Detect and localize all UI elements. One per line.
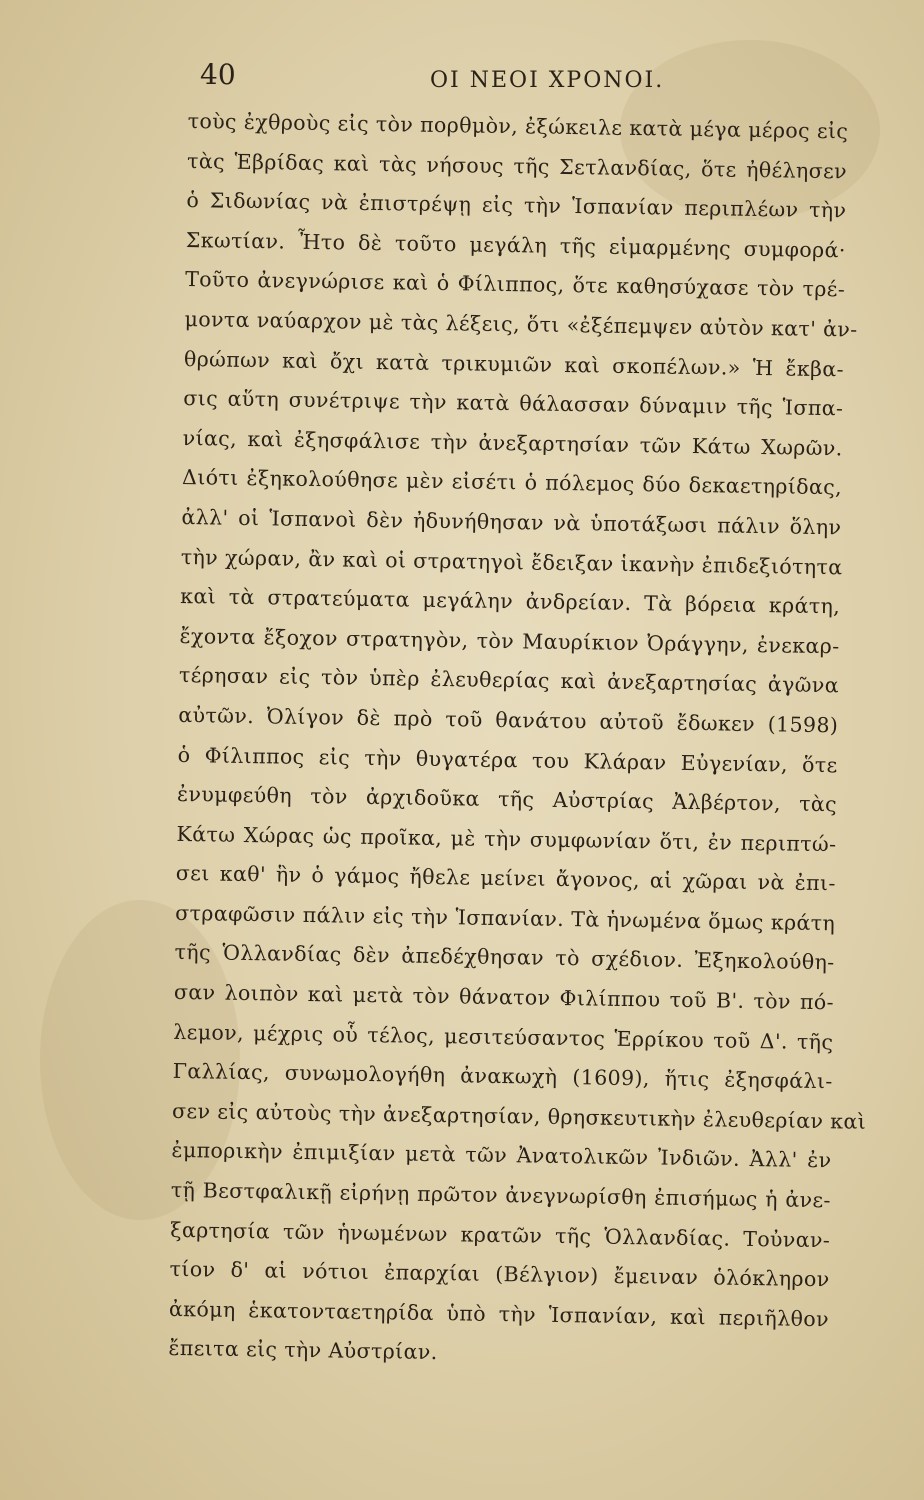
text-line: Κάτω Χώρας ὡς προῖκα, μὲ τὴν συμφωνίαν ὅτι, ἐν περιπτώ- — [176, 821, 837, 856]
text-line: θρώπων καὶ ὄχι κατὰ τρικυμιῶν καὶ σκοπέλων.» Ἡ ἔκβα- — [183, 346, 845, 381]
text-line: τέρησαν εἰς τὸν ὑπὲρ ἐλευθερίας καὶ ἀνεξαρτησίας ἀγῶνα — [178, 663, 840, 698]
text-line: τὴν χώραν, ἂν καὶ οἱ στρατηγοὶ ἔδειξαν ἱκανὴν ἐπιδεξιότητα — [180, 544, 843, 579]
text-line: μοντα ναύαρχον μὲ τὰς λέξεις, ὅτι «ἐξέπεμψεν αὐτὸν κατ' ἀν- — [184, 306, 858, 342]
text-line: νίας, καὶ ἐξησφάλισε τὴν ἀνεξαρτησίαν τῶν Κάτω Χωρῶν. — [182, 425, 843, 461]
text-line: καὶ τὰ στρατεύματα μεγάλην ἀνδρείαν. Τὰ βόρεια κράτη, — [180, 584, 841, 619]
text-line: ἀλλ' οἱ Ἱσπανοὶ δὲν ἠδυνήθησαν νὰ ὑποτάξωσι πάλιν ὅλην — [181, 504, 842, 540]
text-line: στραφῶσιν πάλιν εἰς τὴν Ἱσπανίαν. Τὰ ἡνωμένα ὅμως κράτη — [175, 900, 836, 936]
text-line: ὁ Φίλιππος εἰς τὴν θυγατέρα του Κλάραν Εὐγενίαν, ὅτε — [177, 742, 838, 777]
page-number: 40 — [200, 58, 236, 91]
page-header — [200, 58, 860, 108]
text-line: τίον δ' αἱ νότιοι ἐπαρχίαι (Βέλγιον) ἔμειναν ὁλόκληρον — [169, 1257, 830, 1292]
text-line: αὐτῶν. Ὀλίγον δὲ πρὸ τοῦ θανάτου αὐτοῦ ἔδωκεν (1598) — [178, 702, 839, 738]
text-line: Τοῦτο ἀνεγνώρισε καὶ ὁ Φίλιππος, ὅτε καθησύχασε τὸν τρέ- — [185, 267, 846, 302]
text-line: ἀκόμη ἑκατονταετηρίδα ὑπὸ τὴν Ἱσπανίαν, καὶ περιῆλθον — [168, 1296, 830, 1332]
text-line: Γαλλίας, συνωμολογήθη ἀνακωχὴ (1609), ἥτις ἐξησφάλι- — [172, 1059, 833, 1094]
text-line: τὰς Ἑβρίδας καὶ τὰς νήσους τῆς Σετλανδίας, ὅτε ἠθέλησεν — [186, 148, 848, 183]
text-line: ξαρτησία τῶν ἡνωμένων κρατῶν τῆς Ὁλλανδίας. Τοὐναν- — [170, 1217, 831, 1252]
text-line: ἐνυμφεύθη τὸν ἀρχιδοῦκα τῆς Αὐστρίας Ἀλβέρτον, τὰς — [176, 782, 838, 817]
text-line: σαν λοιπὸν καὶ μετὰ τὸν θάνατον Φιλίππου τοῦ Β'. τὸν πό- — [173, 979, 835, 1015]
text-line: λεμον, μέχρις οὗ τέλος, μεσιτεύσαντος Ἑρρίκου τοῦ Δ'. τῆς — [173, 1019, 834, 1054]
running-title: ΟΙ ΝΕΟΙ ΧΡΟΝΟΙ. — [430, 68, 665, 93]
text-line: σει καθ' ἣν ὁ γάμος ἤθελε μείνει ἄγονος, αἱ χῶραι νὰ ἐπι- — [175, 861, 836, 896]
text-line: τῇ Βεστφαλικῇ εἰρήνῃ πρῶτον ἀνεγνωρίσθη ἐπισήμως ἡ ἀνε- — [170, 1177, 832, 1213]
text-line: σεν εἰς αὐτοὺς τὴν ἀνεξαρτησίαν, θρησκευτικὴν ἐλευθερίαν καὶ — [171, 1098, 867, 1134]
text-line: ἐμπορικὴν ἐπιμιξίαν μετὰ τῶν Ἀνατολικῶν Ἰνδιῶν. Ἀλλ' ἐν — [171, 1138, 832, 1173]
text-line: Σκωτίαν. Ἦτο δὲ τοῦτο μεγάλη τῆς εἱμαρμένης συμφορά· — [185, 227, 846, 263]
text-line: Διότι ἐξηκολούθησε μὲν εἰσέτι ὁ πόλεμος δύο δεκαετηρίδας, — [181, 465, 843, 500]
text-line: ὁ Σιδωνίας νὰ ἐπιστρέψῃ εἰς τὴν Ἱσπανίαν περιπλέων τὴν — [186, 188, 847, 223]
text-line: τοὺς ἐχθροὺς εἰς τὸν πορθμὸν, ἐξώκειλε κατὰ μέγα μέρος εἰς — [187, 108, 849, 144]
body-text — [168, 102, 867, 1379]
text-line: σις αὕτη συνέτριψε τὴν κατὰ θάλασσαν δύναμιν τῆς Ἱσπα- — [183, 386, 844, 421]
text-line: τῆς Ὁλλανδίας δὲν ἀπεδέχθησαν τὸ σχέδιον. Ἐξηκολούθη- — [174, 940, 835, 975]
text-line: ἔχοντα ἔξοχον στρατηγὸν, τὸν Μαυρίκιον Ὀράγγην, ἐνεκαρ- — [179, 623, 840, 659]
text-line: ἔπειτα εἰς τὴν Αὐστρίαν. — [168, 1336, 438, 1365]
